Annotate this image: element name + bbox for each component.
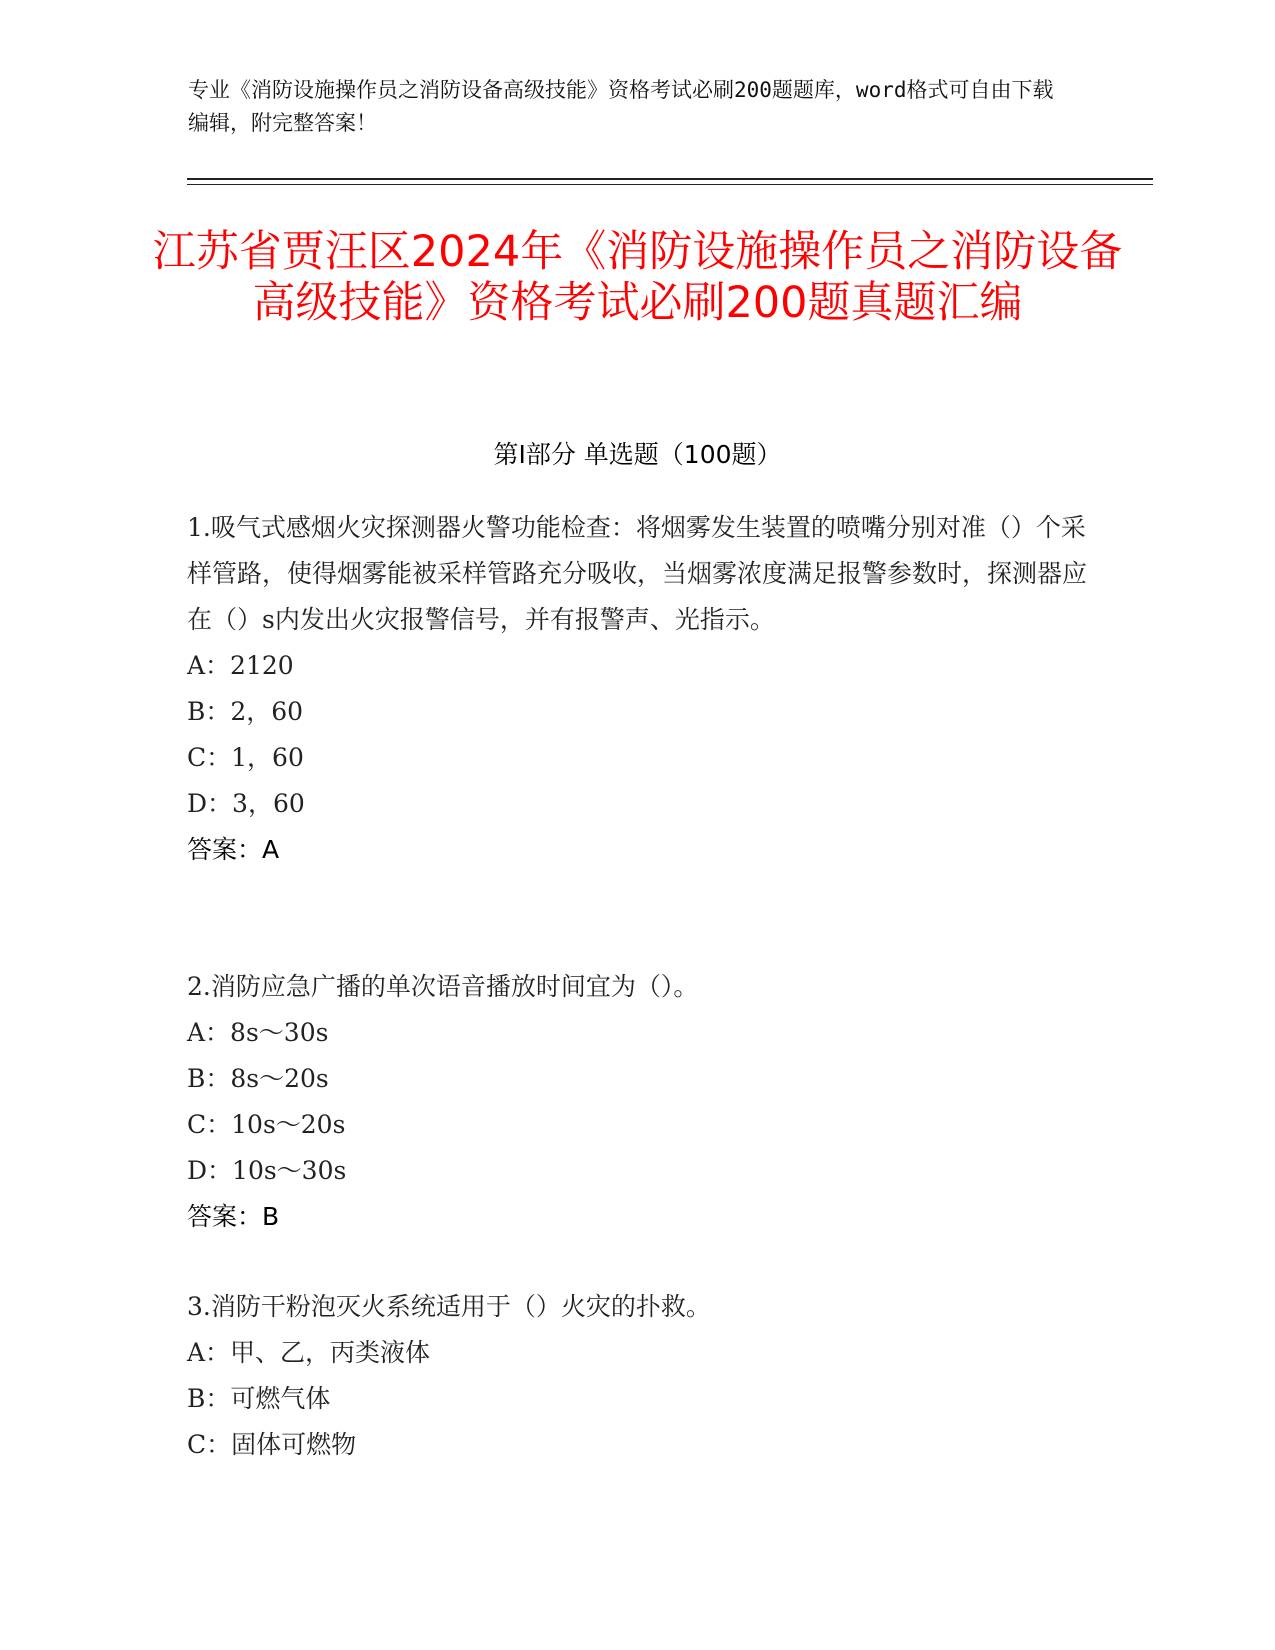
- option-b: B：2，60: [187, 697, 304, 726]
- option-c: C：1，60: [187, 743, 304, 772]
- option-d: D：10s～30s: [187, 1156, 347, 1185]
- header-note: 专业《消防设施操作员之消防设备高级技能》资格考试必刷200题题库，word格式可自由下载编辑，附完整答案！: [188, 78, 1054, 135]
- question-stem: 1.吸气式感烟火灾探测器火警功能检查：将烟雾发生装置的喷嘴分别对准（）个采样管路，使得烟雾能被采样管路充分吸收，当烟雾浓度满足报警参数时，探测器应在（）s内发出火灾报警信号，并有报警声、光指示。: [187, 513, 1088, 634]
- question-stem: 2.消防应急广播的单次语音播放时间宜为（）。: [187, 972, 699, 1001]
- header-divider-thick: [187, 178, 1153, 180]
- option-a: A：2120: [187, 651, 294, 680]
- question-stem: 3.消防干粉泡灭火系统适用于（）火灾的扑救。: [187, 1292, 711, 1321]
- option-b: B：可燃气体: [187, 1384, 331, 1413]
- answer: 答案：B: [187, 1202, 280, 1231]
- option-a: A：8s～30s: [187, 1018, 329, 1047]
- header-divider-thin: [187, 184, 1153, 185]
- option-c: C：10s～20s: [187, 1110, 346, 1139]
- section-title: 第Ⅰ部分 单选题（100题）: [493, 440, 782, 469]
- option-d: D：3，60: [187, 789, 305, 818]
- question-2: [187, 964, 1087, 1240]
- answer: 答案：A: [187, 835, 280, 864]
- question-3: [187, 1284, 1087, 1468]
- document-title: 江苏省贾汪区2024年《消防设施操作员之消防设备高级技能》资格考试必刷200题真题汇编: [152, 227, 1123, 328]
- option-c: C：固体可燃物: [187, 1430, 357, 1459]
- question-1: [187, 505, 1087, 873]
- option-a: A：甲、乙，丙类液体: [187, 1338, 431, 1367]
- option-b: B：8s～20s: [187, 1064, 329, 1093]
